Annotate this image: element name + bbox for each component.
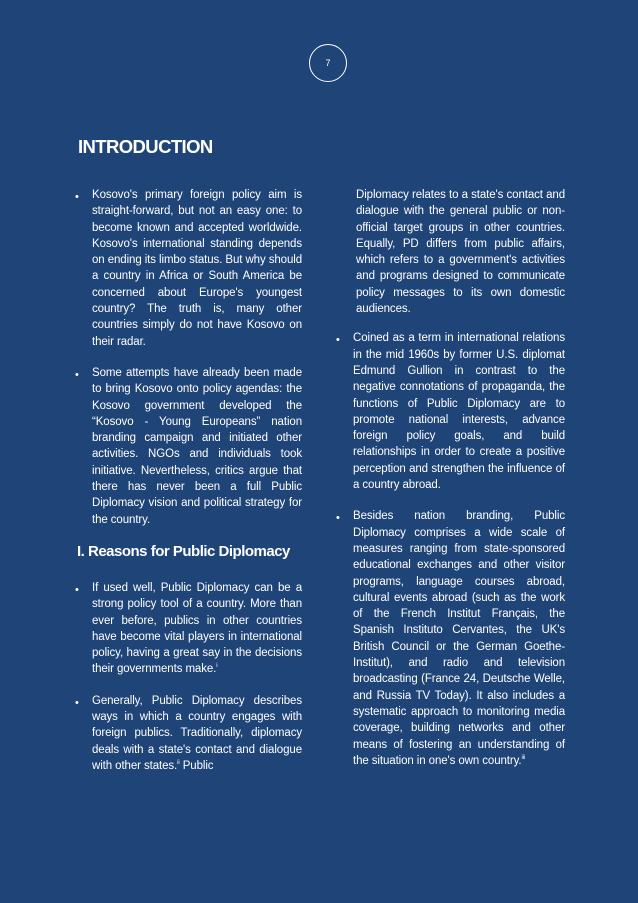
endnote-marker: iii (521, 754, 526, 761)
paragraph (92, 580, 302, 678)
intro-bullet-list (75, 187, 302, 528)
endnote-marker: ii (177, 760, 180, 767)
section-heading: I. Reasons for Public Diplomacy (77, 542, 290, 560)
list-item (336, 508, 565, 769)
reasons-bullet-list (75, 580, 302, 774)
list-item (75, 693, 302, 774)
paragraph (92, 693, 302, 774)
right-bullet-list (336, 330, 565, 769)
bullet-icon: • (336, 334, 340, 347)
list-item (75, 365, 302, 528)
bullet-icon: • (336, 512, 340, 525)
page-title: INTRODUCTION (78, 136, 213, 157)
bullet-icon: • (75, 696, 79, 709)
list-item (75, 187, 302, 350)
paragraph: Kosovo's primary foreign policy aim is straight-forward, but not an easy one: to become known and accepted worldwide. Kosovo's international standing depends on ending its limbo status. But why should a country in Africa or South America be concerned about Europe's youngest country? The truth is, many other countries simply do not have Kosovo on their radar. (92, 189, 302, 348)
continued-paragraph: Diplomacy relates to a state's contact and dialogue with the general public or non-official target groups in other countries. Equally, PD differs from public affairs, which refers to a government's activities and programs designed to communicate policy messages to its own domestic audiences. (356, 189, 565, 316)
paragraph-text: Besides nation branding, Public Diplomacy comprises a wide scale of measures ranging from state-sponsored educational exchanges and other visitor programs, language courses abroad, cultural events abroad (such as the work of the French Institut Français, the Spanish Instituto Cervantes, the UK's British Council or the German Goethe-Institut), and radio and television broadcasting (France 24, Deutsche Welle, and Russia TV Today). It also includes a systematic approach to monitoring media coverage, building networks and other means of fostering an understanding of the situation in one's own country. (353, 510, 565, 767)
page-number: 7 (309, 44, 347, 82)
paragraph: Coined as a term in international relations in the mid 1960s by former U.S. diplomat Edmund Gullion in contrast to the negative connotations of propaganda, the functions of Public Diplomacy are to promote national interests, advance foreign policy goals, and build relationships in order to create a positive perception and strengthen the influence of a country abroad. (353, 332, 565, 492)
list-item (336, 330, 565, 493)
paragraph-text: If used well, Public Diplomacy can be a strong policy tool of a country. More than ever before, publics in other countries have become vital players in international policy, having a great say in the decisions their governments make. (92, 581, 302, 676)
paragraph-tail: Public (179, 759, 214, 772)
paragraph (353, 508, 565, 769)
list-item (75, 580, 302, 678)
bullet-icon: • (75, 191, 79, 203)
left-column (75, 187, 302, 789)
endnote-marker: i (216, 663, 218, 670)
paragraph: Some attempts have already been made to bring Kosovo onto policy agendas: the Kosovo government developed the “Kosovo - Young Europeans” nation branding campaign and initiated other activities. NGOs and individuals took initiative. Nevertheless, critics argue that there has never been a full Public Diplomacy vision and political strategy for the country. (92, 366, 302, 526)
right-column (336, 187, 565, 784)
bullet-icon: • (75, 368, 79, 381)
paragraph-text: Generally, Public Diplomacy describes ways in which a country engages with foreign publics. Traditionally, diplomacy deals with a state's contact and dialogue with other states. (92, 694, 302, 772)
bullet-icon: • (75, 583, 79, 596)
